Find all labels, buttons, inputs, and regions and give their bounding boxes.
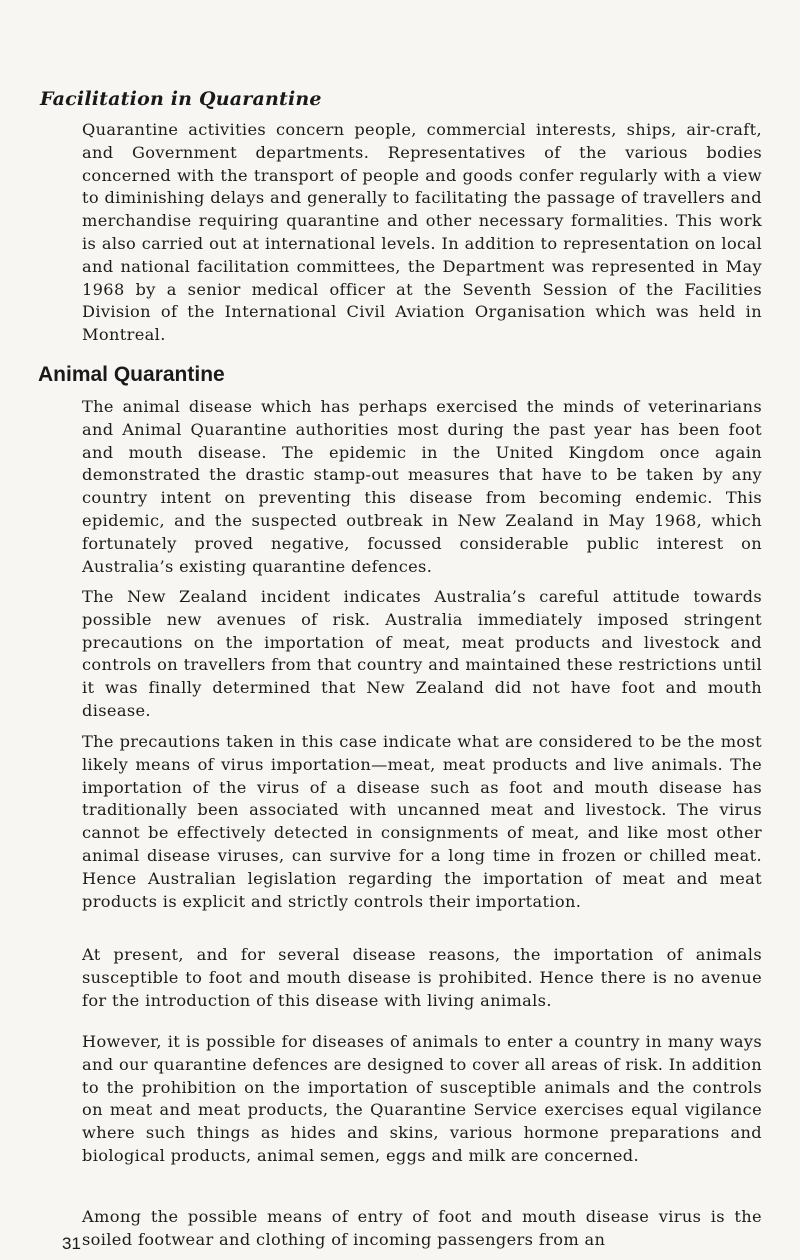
paragraph-animal-3: The precautions taken in this case indicate what are considered to be the most likely means of virus importation—meat, meat products and live animals. The importation of the virus of a disease such as foot and mouth disease has traditionally been associated with uncanned meat and livestock. The virus cannot be effectively detected in consignments of meat, and like most other animal disease viruses, can survive for a long time in frozen or chilled meat. Hence Australian legislation regarding the importation of meat and meat products is explicit and strictly controls their importation. <box>82 732 762 911</box>
paragraph-animal-2: The New Zealand incident indicates Australia’s careful attitude towards possible new avenues of risk. Australia immediately imposed stringent precautions on the importation of meat, meat products and livestock and controls on travellers from that country and maintained these restrictions until it was finally determined that New Zealand did not have foot and mouth disease. <box>82 587 762 720</box>
paragraph-animal-5: However, it is possible for diseases of animals to enter a country in many ways and our quarantine defences are designed to cover all areas of risk. In addition to the prohibition on the importation of susceptible animals and the controls on meat and meat products, the Quarantine Service exercises equal vigilance where such things as hides and skins, various hormone preparations and biological products, animal semen, eggs and milk are concerned. <box>82 1032 762 1165</box>
paragraph-animal-6: Among the possible means of entry of foot and mouth disease virus is the soiled footwear and clothing of incoming passengers from an <box>82 1207 762 1249</box>
paragraph-facilitation: Quarantine activities concern people, commercial interests, ships, air-craft, and Government departments. Representatives of the various bodies concerned with the transport of people and goods confer regularly with a view to diminishing delays and generally to facilitating the passage of travellers and merchandise requiring quarantine and other necessary formalities. This work is also carried out at international levels. In addition to representation on local and national facilitation committees, the Department was represented in May 1968 by a senior medical officer at the Seventh Session of the Facilities Division of the International Civil Aviation Organisation which was held in Montreal. <box>82 120 762 345</box>
paragraph-animal-4: At present, and for several disease reasons, the importation of animals susceptible to foot and mouth disease is prohibited. Hence there is no avenue for the introduction of this disease with living animals. <box>82 945 762 1010</box>
section-heading-animal-quarantine: Animal Quarantine <box>38 363 225 386</box>
page-number: 31 <box>62 1234 81 1253</box>
section-heading-facilitation: Facilitation in Quarantine <box>40 88 322 110</box>
paragraph-animal-1: The animal disease which has perhaps exercised the minds of veterinarians and Animal Quarantine authorities most during the past year has been foot and mouth disease. The epidemic in the United Kingdom once again demonstrated the drastic stamp-out measures that have to be taken by any country intent on preventing this disease from becoming endemic. This epidemic, and the suspected outbreak in New Zealand in May 1968, which fortunately proved negative, focussed considerable public interest on Australia’s existing quarantine defences. <box>82 397 762 576</box>
